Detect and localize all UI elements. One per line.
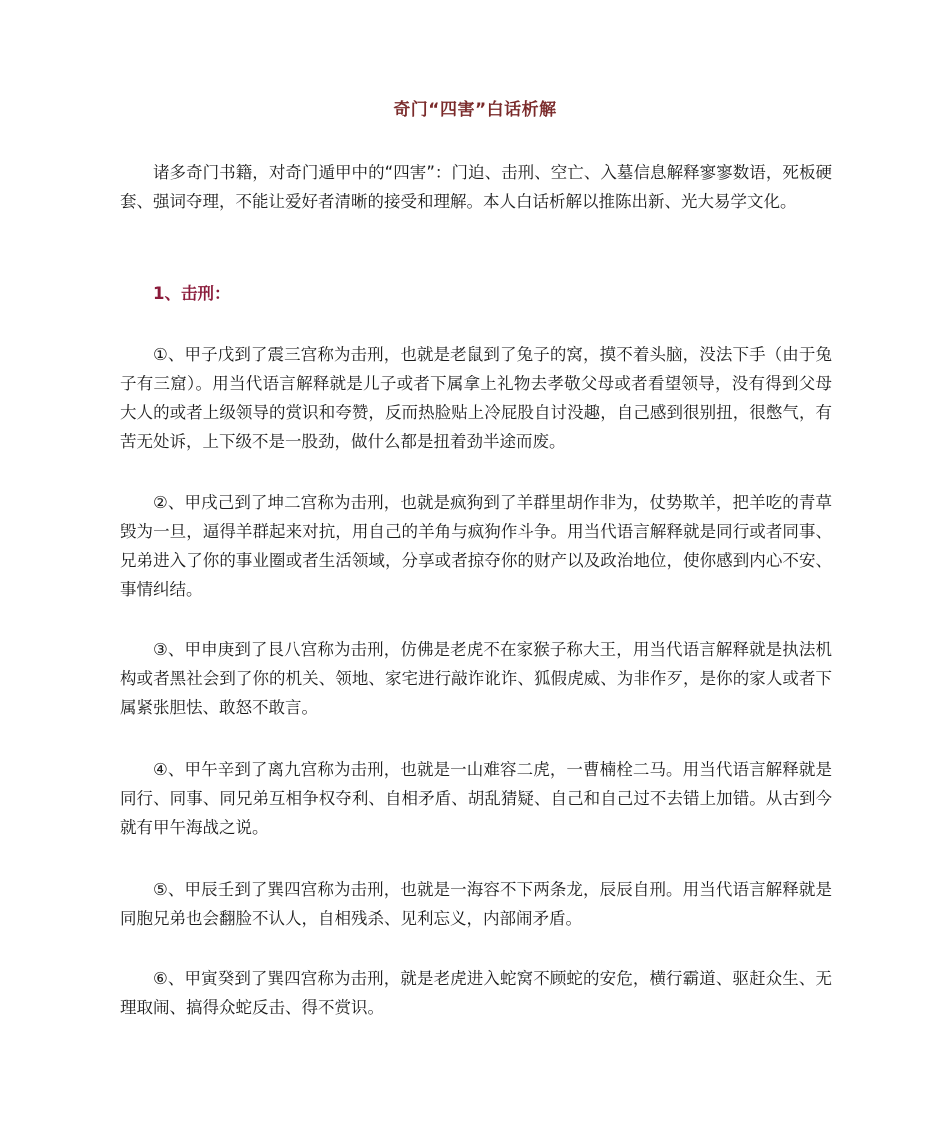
paragraph-3: ③、甲申庚到了艮八宫称为击刑，仿佛是老虎不在家猴子称大王，用当代语言解释就是执法机构或者黑社会到了你的机关、领地、家宅进行敲诈讹诈、狐假虎威、为非作歹，是你的家人或者下属紧张胆怯、敢怒不敢言。	[120, 640, 832, 717]
paragraph-1: ①、甲子戊到了震三宫称为击刑，也就是老鼠到了兔子的窝，摸不着头脑，没法下手（由于兔子有三窟）。用当代语言解释就是儿子或者下属拿上礼物去孝敬父母或者看望领导，没有得到父母大人的或者上级领导的赏识和夸赞，反而热脸贴上冷屁股自讨没趣，自己感到很别扭，很憋气，有苦无处诉，上下级不是一股劲，做什么都是扭着劲半途而废。	[120, 345, 832, 451]
section-heading-jixing: 1、击刑：	[153, 284, 231, 303]
paragraph-6: ⑥、甲寅癸到了巽四宫称为击刑，就是老虎进入蛇窝不顾蛇的安危，横行霸道、驱赶众生、无理取闹、搞得众蛇反击、得不赏识。	[120, 969, 832, 1017]
intro-paragraph: 诸多奇门书籍，对奇门遁甲中的“四害”：门迫、击刑、空亡、入墓信息解释寥寥数语，死板硬套、强词夺理，不能让爱好者清晰的接受和理解。本人白话析解以推陈出新、光大易学文化。	[120, 163, 832, 211]
paragraph-4: ④、甲午辛到了离九宫称为击刑，也就是一山难容二虎，一曹楠栓二马。用当代语言解释就是同行、同事、同兄弟互相争权夺利、自相矛盾、胡乱猜疑、自己和自己过不去错上加错。从古到今就有甲午海战之说。	[120, 760, 832, 837]
paragraph-5: ⑤、甲辰壬到了巽四宫称为击刑，也就是一海容不下两条龙，辰辰自刑。用当代语言解释就是同胞兄弟也会翻脸不认人，自相残杀、见利忘义，内部闹矛盾。	[120, 880, 832, 928]
paragraph-2: ②、甲戌己到了坤二宫称为击刑，也就是疯狗到了羊群里胡作非为，仗势欺羊，把羊吃的青草毁为一旦，逼得羊群起来对抗，用自己的羊角与疯狗作斗争。用当代语言解释就是同行或者同事、兄弟进入了你的事业圈或者生活领域，分享或者掠夺你的财产以及政治地位，使你感到内心不安、事情纠结。	[120, 493, 832, 599]
document-title: 奇门“四害”白话析解	[393, 100, 557, 120]
